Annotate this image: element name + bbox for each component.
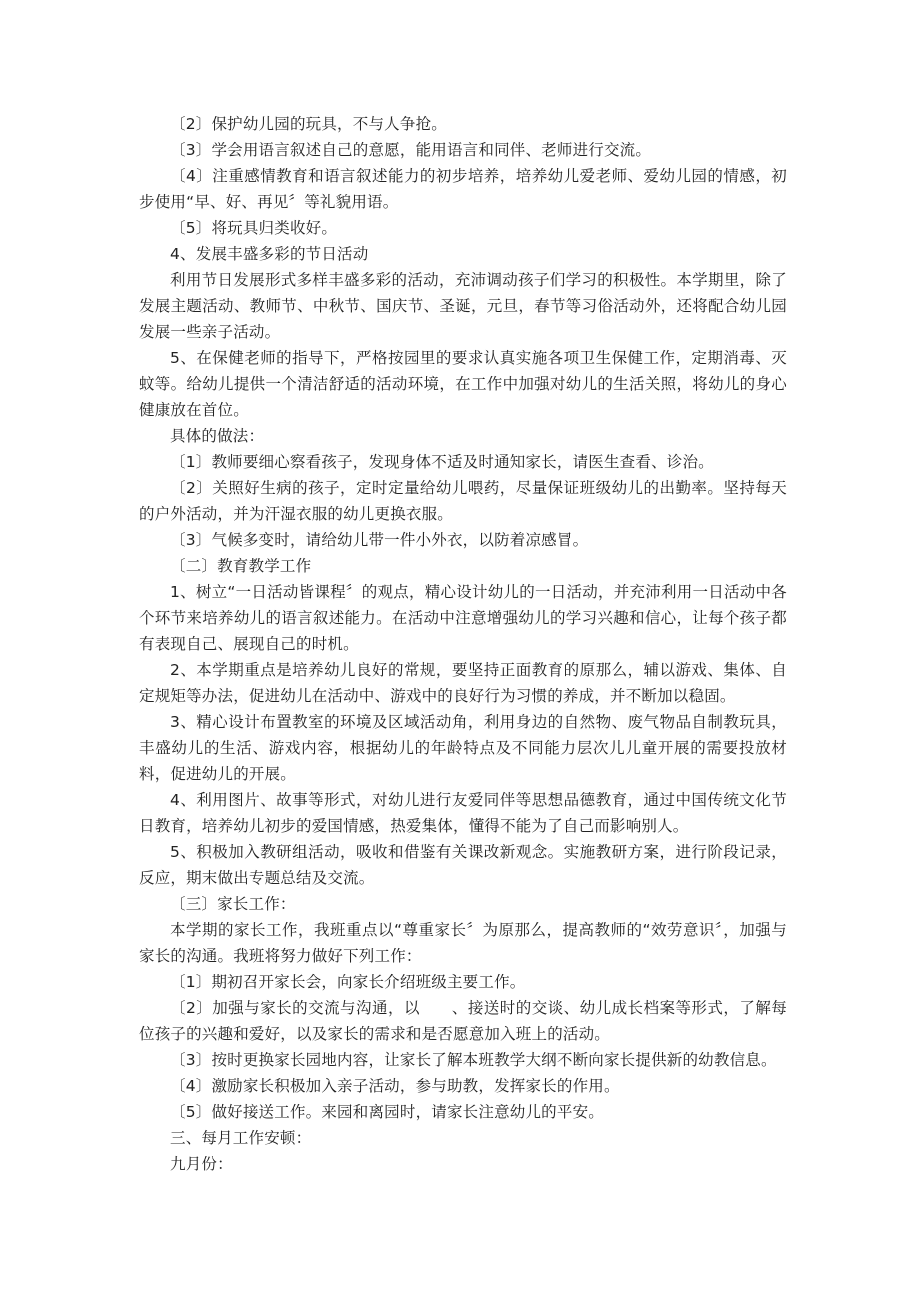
paragraph-1: 〔2〕保护幼儿园的玩具，不与人争抢。 (170, 115, 447, 133)
paragraph-22: 〔3〕按时更换家长园地内容，让家长了解本班教学大纲不断向家长提供新的幼教信息。 (170, 1051, 777, 1069)
paragraph-15: 3、精心设计布置教室的环境及区域活动角，利用身边的自然物、废气物品自制教玩具，丰盛幼儿的生活、游戏内容，根据幼儿的年龄特点及不同能力层次儿儿童开展的需要投放材料，促进幼儿的开展。 (139, 713, 787, 783)
month-heading-september: 九月份： (170, 1155, 233, 1173)
paragraph-19: 本学期的家长工作，我班重点以“尊重家长〞为原那么，提高教师的“效劳意识〞，加强与家长的沟通。我班将努力做好下列工作： (139, 921, 787, 965)
paragraph-21: 〔2〕加强与家长的交流与沟通，以 、接送时的交谈、幼儿成长档案等形式，了解每位孩子的兴趣和爱好，以及家长的需求和是否愿意加入班上的活动。 (139, 999, 787, 1043)
paragraph-6: 利用节日发展形式多样丰盛多彩的活动，充沛调动孩子们学习的积极性。本学期里，除了发展主题活动、教师节、中秋节、国庆节、圣诞，元旦，春节等习俗活动外，还将配合幼儿园发展一些亲子活动。 (139, 271, 787, 341)
section-heading-parent-work: 〔三〕家长工作： (170, 895, 296, 913)
paragraph-24: 〔5〕做好接送工作。来园和离园时，请家长注意幼儿的平安。 (170, 1103, 604, 1121)
paragraph-8: 具体的做法： (170, 427, 265, 445)
paragraph-2: 〔3〕学会用语言叙述自己的意愿，能用语言和同伴、老师进行交流。 (170, 141, 652, 159)
section-heading-monthly-plan: 三、每月工作安顿： (170, 1129, 312, 1147)
section-heading-festival-activities: 4、发展丰盛多彩的节日活动 (170, 245, 369, 263)
paragraph-20: 〔1〕期初召开家长会，向家长介绍班级主要工作。 (170, 973, 526, 991)
paragraph-23: 〔4〕激励家长积极加入亲子活动，参与助教，发挥家长的作用。 (170, 1077, 620, 1095)
paragraph-3: 〔4〕注重感情教育和语言叙述能力的初步培养，培养幼儿爱老师、爱幼儿园的情感，初步使用“早、好、再见〞等礼貌用语。 (139, 167, 787, 211)
document-body (139, 111, 787, 1177)
paragraph-4: 〔5〕将玩具归类收好。 (170, 219, 338, 237)
paragraph-7: 5、在保健老师的指导下，严格按园里的要求认真实施各项卫生保健工作，定期消毒、灭蚊等。给幼儿提供一个清洁舒适的活动环境，在工作中加强对幼儿的生活关照，将幼儿的身心健康放在首位。 (139, 349, 787, 419)
paragraph-14: 2、本学期重点是培养幼儿良好的常规，要坚持正面教育的原那么，辅以游戏、集体、自定规矩等办法，促进幼儿在活动中、游戏中的良好行为习惯的养成，并不断加以稳固。 (139, 661, 787, 705)
paragraph-11: 〔3〕气候多变时，请给幼儿带一件小外衣，以防着凉感冒。 (170, 531, 589, 549)
paragraph-9: 〔1〕教师要细心察看孩子，发现身体不适及时通知家长，请医生查看、诊治。 (170, 453, 714, 471)
paragraph-16: 4、利用图片、故事等形式，对幼儿进行友爱同伴等思想品德教育，通过中国传统文化节日教育，培养幼儿初步的爱国情感，热爱集体，懂得不能为了自己而影响别人。 (139, 791, 787, 835)
section-heading-teaching-work: 〔二〕教育教学工作 (170, 557, 312, 575)
paragraph-17: 5、积极加入教研组活动，吸收和借鉴有关课改新观念。实施教研方案，进行阶段记录，反应，期末做出专题总结及交流。 (139, 843, 787, 887)
paragraph-10: 〔2〕关照好生病的孩子，定时定量给幼儿喂药，尽量保证班级幼儿的出勤率。坚持每天的户外活动，并为汗湿衣服的幼儿更换衣服。 (139, 479, 787, 523)
paragraph-13: 1、树立“一日活动皆课程〞的观点，精心设计幼儿的一日活动，并充沛利用一日活动中各个环节来培养幼儿的语言叙述能力。在活动中注意增强幼儿的学习兴趣和信心，让每个孩子都有表现自己、展现自己的时机。 (139, 583, 787, 653)
